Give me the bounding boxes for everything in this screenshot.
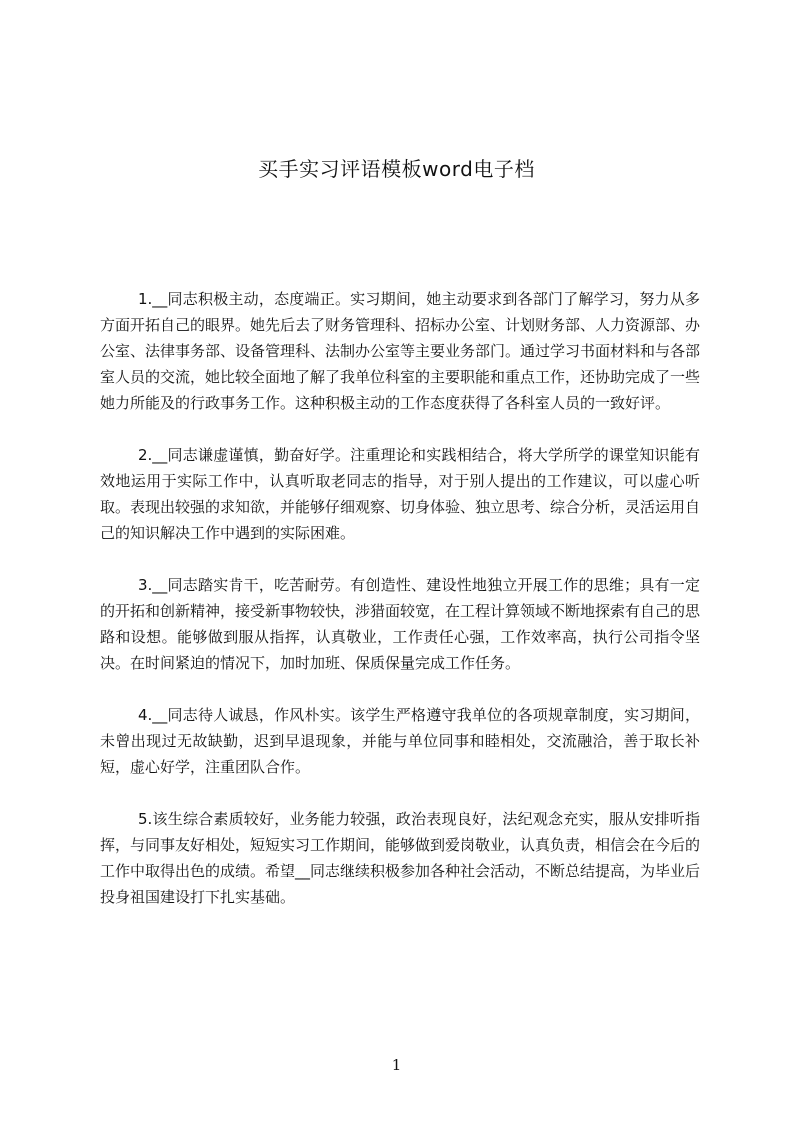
page-number: 1: [391, 1056, 402, 1074]
paragraph-4: 4.__同志待人诚恳，作风朴实。该学生严格遵守我单位的各项规章制度，实习期间，未曾出现过无故缺勤，迟到早退现象，并能与单位同事和睦相处，交流融洽，善于取长补短，虚心好学，注重团队合作。: [100, 706, 700, 776]
document-body: [100, 286, 700, 936]
paragraph-5: 5.该生综合素质较好，业务能力较强，政治表现良好，法纪观念充实，服从安排听指挥，与同事友好相处，短短实习工作期间，能够做到爱岗敬业，认真负责，相信会在今后的工作中取得出色的成绩。希望__同志继续积极参加各种社会活动，不断总结提高，为毕业后投身祖国建设打下扎实基础。: [100, 810, 701, 906]
paragraph-3: 3.__同志踏实肯干，吃苦耐劳。有创造性、建设性地独立开展工作的思维；具有一定的开拓和创新精神，接受新事物较快，涉猎面较宽，在工程计算领域不断地探索有自己的思路和设想。能够做到服从指挥，认真敬业，工作责任心强，工作效率高，执行公司指令坚决。在时间紧迫的情况下，加时加班、保质保量完成工作任务。: [100, 576, 701, 672]
document-title: 买手实习评语模板word电子档: [258, 157, 535, 182]
paragraph-2: 2.__同志谦虚谨慎，勤奋好学。注重理论和实践相结合，将大学所学的课堂知识能有效地运用于实际工作中，认真听取老同志的指导，对于别人提出的工作建议，可以虚心听取。表现出较强的求知欲，并能够仔细观察、切身体验、独立思考、综合分析，灵活运用自己的知识解决工作中遇到的实际困难。: [100, 446, 701, 542]
paragraph-1: 1.__同志积极主动，态度端正。实习期间，她主动要求到各部门了解学习，努力从多方面开拓自己的眼界。她先后去了财务管理科、招标办公室、计划财务部、人力资源部、办公室、法律事务部、设备管理科、法制办公室等主要业务部门。通过学习书面材料和与各部室人员的交流，她比较全面地了解了我单位科室的主要职能和重点工作，还协助完成了一些她力所能及的行政事务工作。这种积极主动的工作态度获得了各科室人员的一致好评。: [100, 290, 701, 412]
